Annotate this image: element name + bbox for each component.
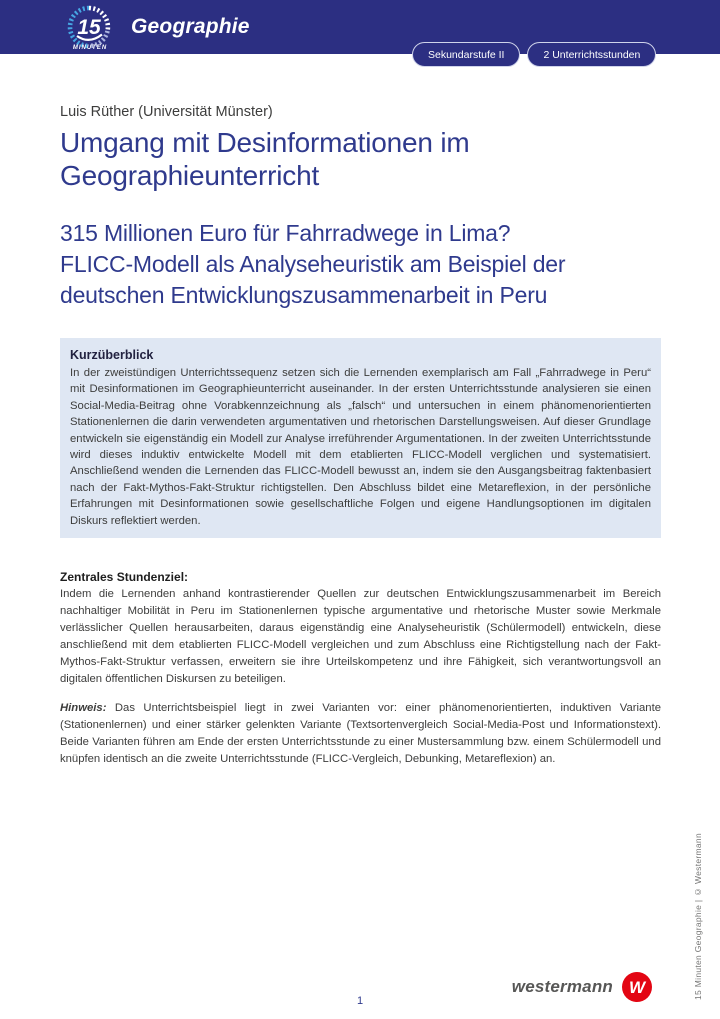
clock-minutes-number: 15 — [77, 16, 101, 39]
badge-school-level: Sekundarstufe II — [412, 42, 520, 67]
goal-body: Indem die Lernenden anhand kontrastierender Quellen zur deutschen Entwicklungszusammenarbeit im Bereich nachhaltiger Mobilität in Peru im Stationenlernen typische argumentative und rhetorische Muster sowie Merkmale verlässlicher Quellen herausarbeiten, daraus eigenständig eine Analyseheuristik (Schülermodell) entwickeln, diese anschließend mit dem etablierten FLICC-Modell vergleichen und zum Abschluss eine Richtigstellung nach der Fakt-Mythos-Fakt-Struktur verfassen, erweitern sie ihre Urteilskompetenz und ihre Fähigkeit, sich verantwortungsvoll an digitalen öffentlichen Diskursen zu beteiligen. — [60, 588, 661, 686]
subtitle-question: 315 Millionen Euro für Fahrradwege in Lima? — [60, 220, 511, 246]
goal-heading: Zentrales Stundenziel: — [60, 570, 189, 585]
overview-body: In der zweistündigen Unterrichtssequenz setzen sich die Lernenden exemplarisch am Fall „Fahrradwege in Peru“ mit Desinformationen im Geographieunterricht auseinander. In der ersten Unterrichtsstunde analysieren sie einen Social-Media-Beitrag ohne Vorabkennzeichnung als „falsch“ und untersuchen in einem phänomenorientierten Stationenlernen die darin verwendeten argumentativen und rhetorischen Darstellungsweisen. Auf dieser Grundlage entwickeln sie eigenständig ein Modell zur Analyse irreführender Argumentationen. In der zweiten Unterrichtsstunde wird dieses induktiv entwickelte Modell mit dem etablierten FLICC-Modell verglichen und systematisiert. Anschließend wenden die Lernenden das FLICC-Modell bewusst an, indem sie den Ausgangsbeitrag faktenbasiert nach der Fakt-Mythos-Fakt-Struktur richtigstellen. Den Abschluss bildet eine Metareflexion, in der persönliche Erfahrungen mit Desinformationen sowie gesellschaftliche Folgen und eigene Handlungsoptionen im digitalen Diskurs reflektiert werden. — [70, 367, 651, 527]
overview-box — [60, 338, 661, 538]
note-label: Hinweis: — [60, 702, 107, 715]
page-title: Umgang mit Desinformationen im Geographieunterricht — [60, 127, 470, 191]
page-subtitle — [60, 218, 661, 311]
overview-heading: Kurzüberblick — [70, 348, 154, 362]
goal-section — [60, 569, 661, 688]
clock-minutes-label: MINUTEN — [72, 45, 108, 51]
badge-lesson-count: 2 Unterrichtsstunden — [527, 42, 656, 67]
brand-subject: Geographie — [131, 15, 250, 38]
subtitle-description: FLICC-Modell als Analyseheuristik am Beispiel der deutschen Entwicklungszusammenarbeit in Peru — [60, 251, 566, 308]
page-number: 1 — [356, 995, 364, 1007]
note-body — [60, 700, 661, 768]
side-credit: 15 Minuten Geographie | © Westermann — [693, 833, 703, 1000]
author-line: Luis Rüther (Universität Münster) — [60, 104, 273, 120]
note-section — [60, 700, 661, 768]
main-content — [60, 0, 661, 768]
publisher-initial: W — [628, 978, 646, 997]
publisher-wordmark: westermann — [511, 977, 613, 996]
note-text: Das Unterrichtsbeispiel liegt in zwei Varianten vor: einer phänomenorientierten, induktiven Variante (Stationenlernen) und einer stärker gelenkten Variante (Textsortenvergleich Social-Media-Post und Informationstext). Beide Varianten führen am Ende der ersten Unterrichtsstunde zu einer Mustersammlung bzw. einem Schülermodell und knüpfen identisch an die zweite Unterrichtsstunde (FLICC-Vergleich, Debunking, Metareflexion) an. — [60, 702, 661, 766]
